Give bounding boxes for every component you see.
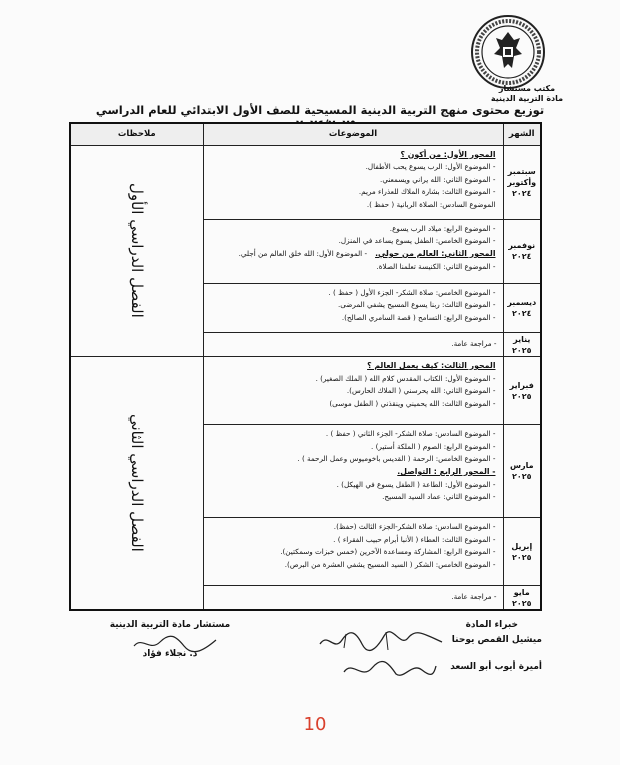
topic-line: - الموضوع الأول: الله خلق العالم من أجلي. <box>238 249 368 258</box>
topic-line: - الموضوع الرابع: التسامح ( قصة السامري الصالح). <box>341 312 496 322</box>
header-topics: الموضوعات <box>203 123 503 145</box>
topic-line: - الموضوع الخامس: صلاة الشكر- الجزء الأول ( حفظ ) . <box>328 287 496 297</box>
topics-cell <box>203 219 503 283</box>
topic-line: - الموضوع الأول: الطاعة ( الطفل يسوع في الهيكل) . <box>336 479 496 489</box>
table-header-row <box>70 123 541 145</box>
topics-cell <box>203 518 503 586</box>
month-cell: ديسمبر ٢٠٢٤ <box>503 283 541 333</box>
advisor-name: د. نجلاء فؤاد <box>142 649 198 659</box>
signatures-area <box>70 618 542 700</box>
table-row <box>70 145 541 219</box>
topic-line: - الموضوع السادس: صلاة الشكر-الجزء الثالث (حفظ). <box>333 522 496 532</box>
curriculum-table <box>69 122 542 611</box>
header-notes: ملاحظات <box>70 123 203 145</box>
month-cell: مارس ٢٠٢٥ <box>503 425 541 518</box>
topic-line: - الموضوع الرابع: الصوم ( الملكة أستير) . <box>371 441 496 451</box>
document-title: توزيع محتوى منهج التربية الدينية المسيحية للصف الأول الابتدائي للعام الدراسي <box>95 103 545 117</box>
topic-line: - الموضوع الأول: الرب يسوع يحب الأطفال. <box>365 162 496 172</box>
advisor-signature <box>130 634 220 654</box>
topic-line: - الموضوع الخامس: الطفل يسوع يساعد في المنزل. <box>338 236 496 246</box>
topic-line: - الموضوع الثاني: الله يراني ويسمعني. <box>380 174 496 184</box>
month-cell: سبتمبر وأكتوبر ٢٠٢٤ <box>503 145 541 219</box>
month-cell: إبريل ٢٠٢٥ <box>503 518 541 586</box>
advisor-title: مستشار مادة التربية الدينية <box>109 620 231 630</box>
review-cell: - مراجعة عامة. <box>203 333 503 357</box>
topic-line: - الموضوع الثاني: الكنيسة تعلمنا الصلاة. <box>376 261 496 271</box>
expert-1-signature <box>316 628 446 654</box>
month-cell: مايو ٢٠٢٥ <box>503 586 541 610</box>
month-cell: نوفمبر ٢٠٢٤ <box>503 219 541 283</box>
topic-line: - الموضوع الثالث: العطاء ( الأنبا أبرام حبيب الفقراء ) . <box>333 534 496 544</box>
expert-name-1: ميشيل القمص يوحنا <box>451 635 542 645</box>
topic-line: - الموضوع الثالث: الله يحميني وينقذني ( الطفل موسى) <box>329 398 496 408</box>
office-line-2: مادة التربية الدينية <box>490 94 564 103</box>
topic-line: - الموضوع الثاني: الله يحرسني ( الملاك الحارس). <box>346 386 496 396</box>
semester-1-cell <box>70 145 203 357</box>
axis-title: المحور الثالث: كيف يعمل العالم ؟ <box>367 361 496 371</box>
topic-line: - الموضوع الرابع: ميلاد الرب يسوع. <box>389 223 496 233</box>
topics-cell <box>203 283 503 333</box>
topic-line: - الموضوع الثالث: بشارة الملاك للعذراء مريم. <box>358 187 496 197</box>
semester-2-label: الفصل الدراسي الثاني <box>128 414 147 552</box>
topic-line: - الموضوع الرابع: المشاركة ومساعدة الآخرين (خمس خبزات وسمكتين). <box>280 547 496 557</box>
topic-line-pair <box>207 248 496 261</box>
topics-cell <box>203 357 503 425</box>
topic-line: - الموضوع الأول: الكتاب المقدس كلام الله ( الملك الصغير) . <box>315 373 496 383</box>
ministry-seal-logo <box>470 14 546 90</box>
table-row <box>70 357 541 425</box>
month-cell: يناير ٢٠٢٥ <box>503 333 541 357</box>
topic-line: - الموضوع الخامس: الرحمة ( القديس باخوميوس وعمل الرحمة ) . <box>297 454 496 464</box>
axis-title: المحور الأول: من أكون ؟ <box>400 149 496 159</box>
axis-title: المحور الثاني: العالم من حولي. <box>375 249 496 258</box>
month-cell: فبراير ٢٠٢٥ <box>503 357 541 425</box>
topic-line: - الموضوع الثاني: عماد السيد المسيح. <box>382 492 496 502</box>
topic-line: - الموضوع السادس: صلاة الشكر- الجزء الثاني ( حفظ ) . <box>325 429 496 439</box>
office-line-1: مكتب مستشار <box>498 84 556 93</box>
review-cell: - مراجعة عامة. <box>203 586 503 610</box>
topics-cell <box>203 425 503 518</box>
experts-title: خبراء المادة <box>465 620 518 630</box>
expert-name-2: أميرة أيوب أبو السعد <box>450 662 542 672</box>
office-name <box>452 84 602 104</box>
topic-line: الموضوع السادس: الصلاة الربانية ( حفظ ). <box>366 199 496 209</box>
semester-1-label: الفصل الدراسي الأول <box>128 183 147 319</box>
axis-title: - المحور الرابع : التواصل. <box>397 466 496 476</box>
topic-line: - الموضوع الثالث: ربنا يسوع المسيح يشفي المرضى. <box>338 300 496 310</box>
page-number: 10 <box>303 714 327 735</box>
semester-2-cell <box>70 357 203 610</box>
header-month: الشهر <box>503 123 541 145</box>
topic-line: - الموضوع الخامس: الشكر ( السيد المسيح يشفي العشرة من البرص). <box>284 559 496 569</box>
topics-cell <box>203 145 503 219</box>
expert-2-signature <box>338 658 438 682</box>
